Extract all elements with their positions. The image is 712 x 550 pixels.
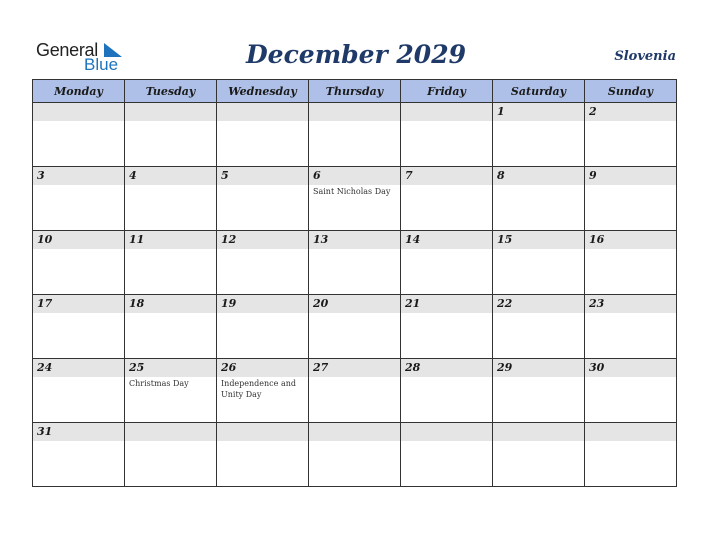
- day-number: 18: [125, 295, 216, 313]
- day-number: 6: [309, 167, 400, 185]
- day-cell: [217, 423, 309, 487]
- day-cell: [309, 103, 401, 167]
- weekday-header: Wednesday: [217, 80, 309, 103]
- week-row: [33, 231, 677, 295]
- day-cell: [493, 295, 585, 359]
- holiday-label: Saint Nicholas Day: [313, 187, 391, 196]
- calendar-title: December 2029: [245, 40, 466, 69]
- day-cell: [125, 423, 217, 487]
- day-cell: [217, 359, 309, 423]
- day-number: 3: [33, 167, 124, 185]
- day-number: 12: [217, 231, 308, 249]
- day-cell: [125, 167, 217, 231]
- day-cell: [33, 295, 125, 359]
- week-row: [33, 295, 677, 359]
- week-row: [33, 167, 677, 231]
- day-number: 16: [585, 231, 676, 249]
- day-cell: [493, 231, 585, 295]
- day-cell: [401, 167, 493, 231]
- day-cell: [401, 423, 493, 487]
- day-cell: [401, 359, 493, 423]
- day-cell: [125, 231, 217, 295]
- day-number: [217, 103, 308, 121]
- day-cell: [585, 167, 677, 231]
- day-number: 17: [33, 295, 124, 313]
- day-number: [309, 103, 400, 121]
- day-number: 10: [33, 231, 124, 249]
- day-cell: [33, 359, 125, 423]
- holiday-label: Independence and Unity Day: [221, 379, 296, 399]
- day-number: 8: [493, 167, 584, 185]
- day-cell: [493, 423, 585, 487]
- day-cell: [309, 167, 401, 231]
- day-cell: [309, 231, 401, 295]
- day-number: 5: [217, 167, 308, 185]
- day-cell: [493, 103, 585, 167]
- week-row: [33, 103, 677, 167]
- day-number: 30: [585, 359, 676, 377]
- day-number: 24: [33, 359, 124, 377]
- week-row: [33, 359, 677, 423]
- day-number: 7: [401, 167, 492, 185]
- day-number: 14: [401, 231, 492, 249]
- day-number: 11: [125, 231, 216, 249]
- day-number: 28: [401, 359, 492, 377]
- day-number: 1: [493, 103, 584, 121]
- day-number: [309, 423, 400, 441]
- day-cell: [493, 167, 585, 231]
- day-number: 9: [585, 167, 676, 185]
- weekday-header: Tuesday: [125, 80, 217, 103]
- day-cell: [401, 103, 493, 167]
- day-cell: [309, 295, 401, 359]
- day-number: 29: [493, 359, 584, 377]
- logo-blue-text: Blue: [84, 55, 119, 74]
- day-cell: [217, 295, 309, 359]
- weekday-header: Sunday: [585, 80, 677, 103]
- country-label: Slovenia: [614, 49, 676, 64]
- day-number: [493, 423, 584, 441]
- calendar-grid: [32, 79, 677, 487]
- day-number: 31: [33, 423, 124, 441]
- weekday-header: Friday: [401, 80, 493, 103]
- weekday-header: Monday: [33, 80, 125, 103]
- day-cell: [585, 359, 677, 423]
- logo-general-text: General: [36, 40, 98, 60]
- day-cell: [217, 167, 309, 231]
- day-cell: [309, 359, 401, 423]
- weekday-header: Saturday: [493, 80, 585, 103]
- day-cell: [33, 167, 125, 231]
- day-cell: [585, 103, 677, 167]
- day-cell: [125, 103, 217, 167]
- day-cell: [401, 295, 493, 359]
- day-cell: [493, 359, 585, 423]
- day-number: 2: [585, 103, 676, 121]
- day-number: 23: [585, 295, 676, 313]
- day-number: 15: [493, 231, 584, 249]
- day-number: 13: [309, 231, 400, 249]
- day-number: 25: [125, 359, 216, 377]
- day-cell: [585, 423, 677, 487]
- week-row: [33, 423, 677, 487]
- day-number: [125, 103, 216, 121]
- day-number: [33, 103, 124, 121]
- day-cell: [125, 295, 217, 359]
- day-number: [217, 423, 308, 441]
- day-number: 27: [309, 359, 400, 377]
- day-number: 22: [493, 295, 584, 313]
- day-cell: [125, 359, 217, 423]
- holiday-label: Christmas Day: [129, 379, 189, 388]
- day-number: [401, 103, 492, 121]
- day-cell: [401, 231, 493, 295]
- day-number: [401, 423, 492, 441]
- day-cell: [33, 231, 125, 295]
- day-cell: [585, 295, 677, 359]
- day-cell: [217, 103, 309, 167]
- day-number: [585, 423, 676, 441]
- generalblue-logo: [36, 40, 136, 74]
- day-number: 26: [217, 359, 308, 377]
- day-cell: [217, 231, 309, 295]
- day-number: 21: [401, 295, 492, 313]
- day-number: [125, 423, 216, 441]
- day-cell: [33, 423, 125, 487]
- day-cell: [309, 423, 401, 487]
- weekday-header: Thursday: [309, 80, 401, 103]
- day-number: 20: [309, 295, 400, 313]
- day-number: 19: [217, 295, 308, 313]
- day-cell: [33, 103, 125, 167]
- day-number: 4: [125, 167, 216, 185]
- day-cell: [585, 231, 677, 295]
- weekday-header-row: [33, 80, 677, 103]
